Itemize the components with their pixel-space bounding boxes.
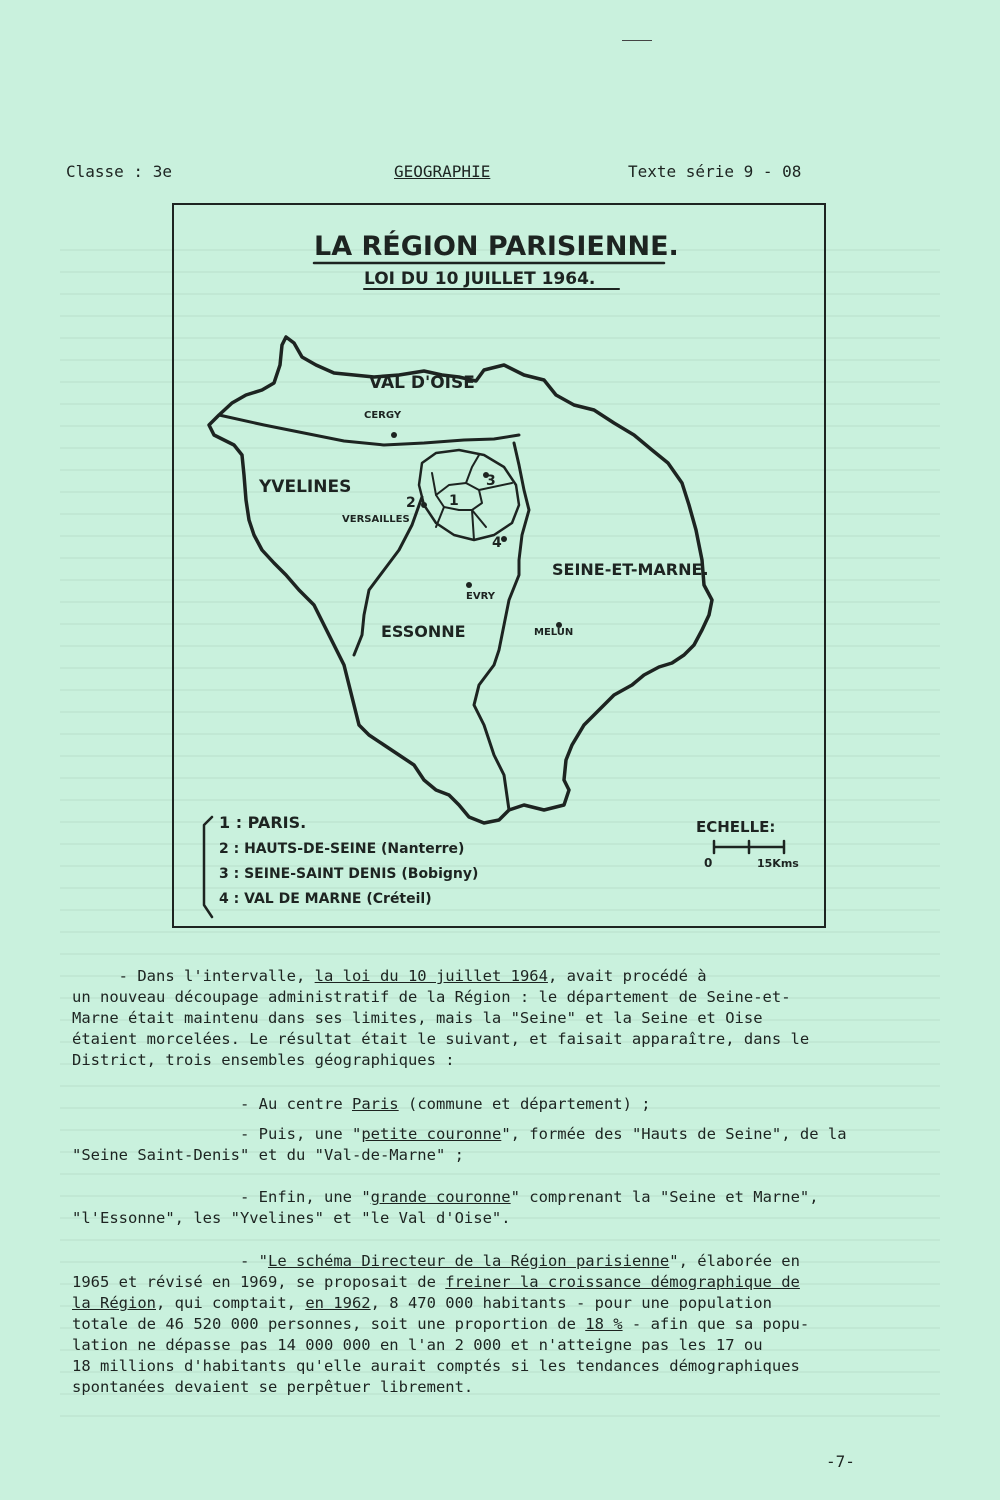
- legend-item-3: 3 : SEINE-SAINT DENIS (Bobigny): [219, 866, 479, 882]
- paragraph-1-line-3: Marne était maintenu dans ses limites, mais la "Seine" et la Seine et Oise: [72, 1009, 763, 1027]
- label-seine-et-marne: SEINE-ET-MARNE.: [552, 560, 709, 579]
- label-num-4: 4: [492, 535, 502, 551]
- petite-couronne-outline: [419, 450, 519, 540]
- paragraph-4-line-1: - Enfin, une "grande couronne" comprenant la "Seine et Marne",: [240, 1188, 819, 1206]
- series-label: Texte série 9 - 08: [628, 162, 802, 181]
- paragraph-1-line-5: District, trois ensembles géographiques :: [72, 1051, 455, 1069]
- label-num-3: 3: [486, 473, 496, 489]
- label-yvelines: YVELINES: [259, 477, 352, 497]
- paragraph-2-line-1: - Au centre Paris (commune et département) ;: [240, 1095, 651, 1113]
- legend-bracket: [204, 817, 212, 917]
- legend-item-4: 4 : VAL DE MARNE (Créteil): [219, 891, 432, 907]
- label-evry: EVRY: [466, 591, 495, 602]
- paragraph-5-line-2: 1965 et révisé en 1969, se proposait de freiner la croissance démographique de: [72, 1273, 800, 1291]
- scale-km: 15Kms: [757, 857, 799, 870]
- scale-zero: 0: [704, 856, 713, 870]
- paragraph-5-line-3: la Région, qui comptait, en 1962, 8 470 000 habitants - pour une population: [72, 1294, 772, 1312]
- legend-item-2: 2 : HAUTS-DE-SEINE (Nanterre): [219, 841, 465, 857]
- label-versailles: VERSAILLES: [342, 514, 410, 525]
- label-num-1: 1: [449, 493, 459, 509]
- essonne-boundary: [474, 443, 529, 810]
- scale-title: ECHELLE:: [696, 818, 776, 836]
- paragraph-1-line-2: un nouveau découpage administratif de la Région : le département de Seine-et-: [72, 988, 791, 1006]
- subject-title: GEOGRAPHIE: [394, 162, 491, 181]
- val-de-marne-boundary: [472, 510, 486, 540]
- paragraph-3-line-1: - Puis, une "petite couronne", formée des "Hauts de Seine", de la: [240, 1125, 847, 1143]
- page-number: -7-: [826, 1452, 855, 1471]
- map-title: LA RÉGION PARISIENNE.: [314, 231, 679, 262]
- paris-outline: [436, 483, 482, 510]
- map-frame: [172, 203, 826, 928]
- paragraph-1-line-4: étaient morcelées. Le résultat était le suivant, et faisait apparaître, dans le: [72, 1030, 810, 1048]
- paragraph-1-line-1: - Dans l'intervalle, la loi du 10 juillet 1964, avait procédé à: [72, 967, 707, 985]
- label-val-doise: VAL D'OISE: [369, 373, 475, 393]
- class-label: Classe : 3e: [66, 162, 172, 181]
- paragraph-5-line-6: 18 millions d'habitants qu'elle aurait comptés si les tendances démographiques: [72, 1357, 800, 1375]
- paragraph-5-line-1: - "Le schéma Directeur de la Région parisienne", élaborée en: [240, 1252, 800, 1270]
- paragraph-5-line-7: spontanées devaient se perpêtuer librement.: [72, 1378, 474, 1396]
- label-cergy: CERGY: [364, 410, 402, 421]
- paragraph-3-line-2: "Seine Saint-Denis" et du "Val-de-Marne" ;: [72, 1146, 464, 1164]
- map-subtitle: LOI DU 10 JUILLET 1964.: [364, 269, 596, 289]
- label-melun: MELUN: [534, 627, 574, 638]
- legend-item-1: 1 : PARIS.: [219, 813, 307, 832]
- paragraph-5-line-4: totale de 46 520 000 personnes, soit une proportion de 18 % - afin que sa popu-: [72, 1315, 810, 1333]
- scale-bar: [714, 841, 784, 853]
- region-map: [174, 205, 823, 925]
- paragraph-5-line-5: lation ne dépasse pas 14 000 000 en l'an 2 000 et n'atteigne pas les 17 ou: [72, 1336, 763, 1354]
- region-outline: [209, 337, 712, 823]
- top-mark: [622, 40, 652, 41]
- paragraph-4-line-2: "l'Essonne", les "Yvelines" et "le Val d'Oise".: [72, 1209, 511, 1227]
- label-num-2: 2: [406, 495, 416, 511]
- label-essonne: ESSONNE: [381, 622, 466, 641]
